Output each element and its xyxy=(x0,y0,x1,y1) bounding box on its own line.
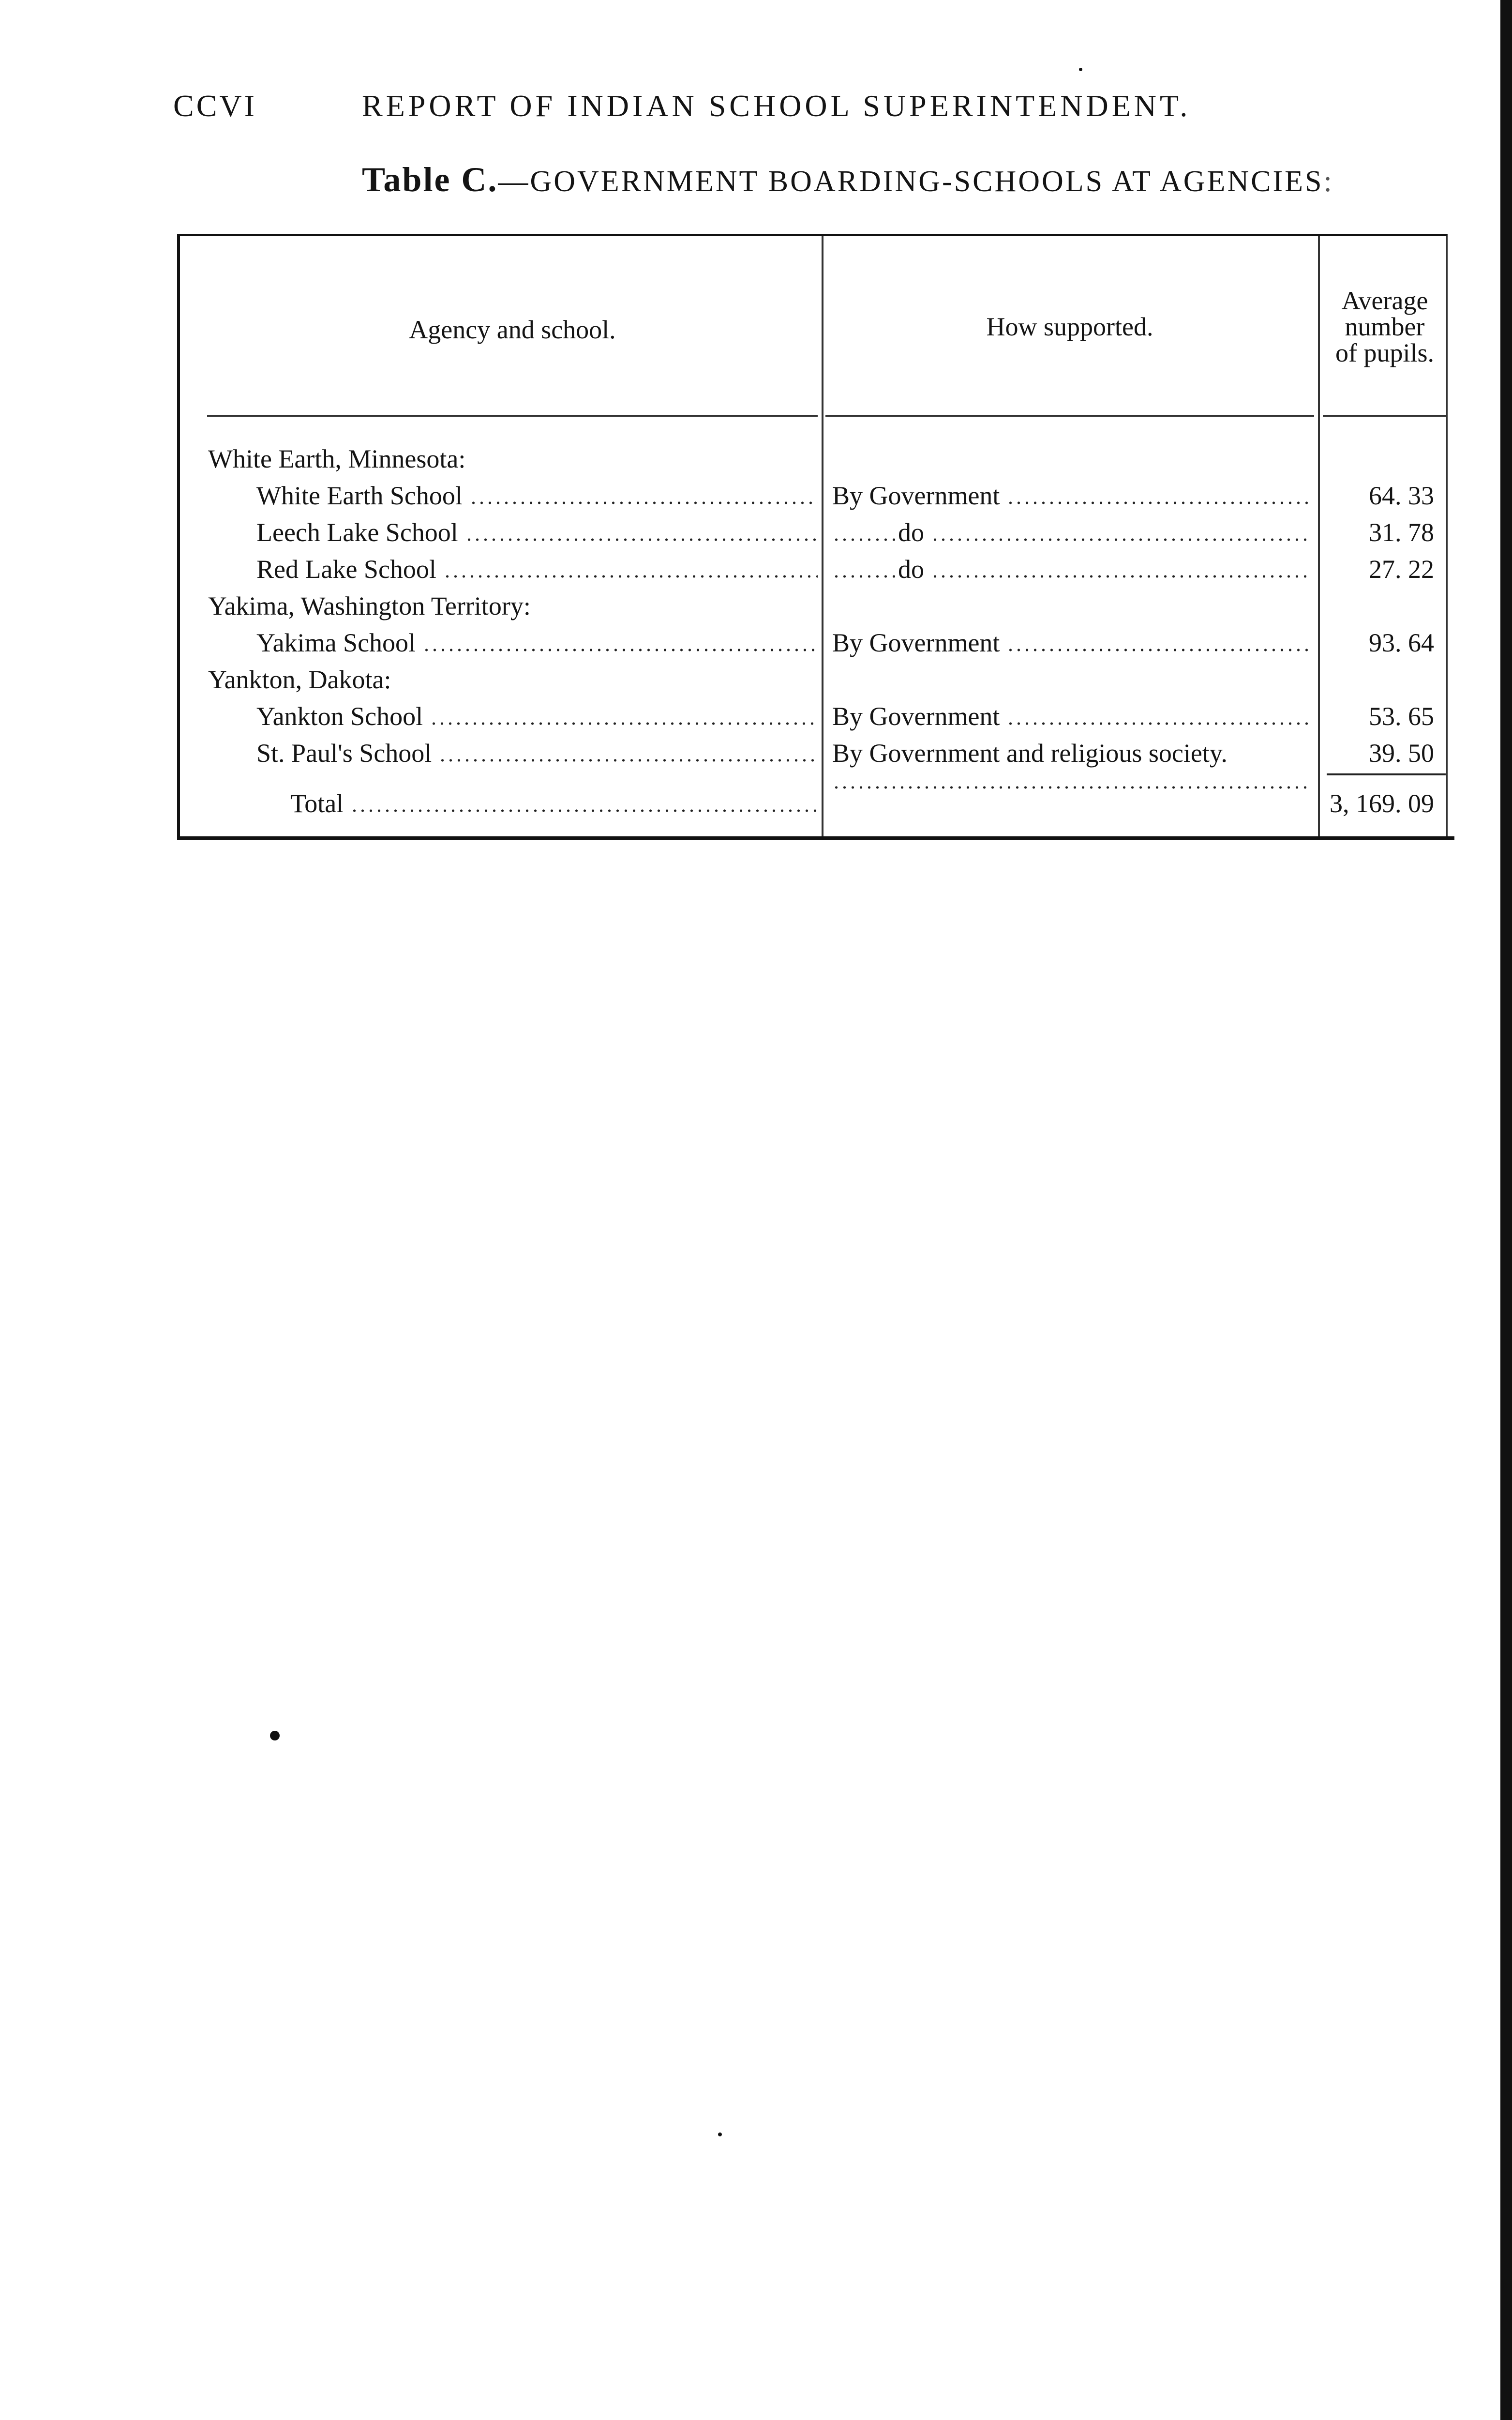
total-label: Total xyxy=(290,789,344,818)
school-name: Leech Lake School xyxy=(256,518,458,547)
dot-leader xyxy=(1006,649,1312,651)
table-title xyxy=(362,160,1334,200)
support-cell xyxy=(832,552,1312,587)
pupils-value: 31. 78 xyxy=(1369,518,1434,547)
dot-leader xyxy=(350,809,818,812)
school-name: St. Paul's School xyxy=(256,739,432,768)
school-name-cell xyxy=(256,625,818,660)
column-divider xyxy=(822,236,823,836)
school-name-cell xyxy=(256,736,818,771)
column-header-support: How supported. xyxy=(986,312,1153,341)
table-bottom-rule xyxy=(177,836,1454,840)
scan-border-right xyxy=(1500,0,1512,2420)
dot-leader xyxy=(832,575,895,578)
table-title-label: Table C. xyxy=(362,160,498,199)
dot-leader xyxy=(832,538,895,541)
support-text: By Government xyxy=(832,702,1000,731)
dot-leader xyxy=(1006,722,1312,725)
ink-speck xyxy=(1079,68,1082,71)
pupils-value: 27. 22 xyxy=(1369,555,1434,584)
school-name-cell xyxy=(256,478,818,513)
column-header-pupils: Average number of pupils. xyxy=(1335,286,1434,367)
school-name: Yakima School xyxy=(256,628,416,657)
agency-heading: Yakima, Washington Territory: xyxy=(208,591,531,620)
pupils-value: 53. 65 xyxy=(1369,702,1434,731)
support-cell xyxy=(832,515,1312,550)
support-text: do xyxy=(898,518,924,547)
running-header: REPORT OF INDIAN SCHOOL SUPERINTENDENT. xyxy=(362,89,1191,123)
pupils-value: 39. 50 xyxy=(1369,739,1434,768)
page-number: CCVI xyxy=(173,89,257,123)
pupils-value: 64. 33 xyxy=(1369,481,1434,510)
support-cell xyxy=(832,786,1312,821)
school-name: White Earth School xyxy=(256,481,463,510)
dot-leader xyxy=(832,786,1312,789)
school-name: Red Lake School xyxy=(256,555,436,584)
dot-leader xyxy=(422,649,818,651)
header-rule xyxy=(825,415,1314,417)
sum-rule xyxy=(1327,773,1446,775)
total-value: 3, 169. 09 xyxy=(1330,789,1434,818)
school-name-cell xyxy=(256,552,818,587)
support-cell xyxy=(832,736,1312,771)
support-cell xyxy=(832,478,1312,513)
table-title-text: —GOVERNMENT BOARDING-SCHOOLS AT AGENCIES xyxy=(498,165,1324,198)
support-cell xyxy=(832,699,1312,734)
agency-heading: White Earth, Minnesota: xyxy=(208,444,466,473)
support-text: do xyxy=(898,555,924,584)
ink-speck xyxy=(270,1731,280,1740)
support-text: By Government and religious society. xyxy=(832,739,1228,768)
dot-leader xyxy=(931,575,1312,578)
school-name: Yankton School xyxy=(256,702,423,731)
ink-speck xyxy=(718,2133,722,2136)
total-label-cell xyxy=(290,786,818,821)
school-name-cell xyxy=(256,699,818,734)
header-rule xyxy=(1323,415,1447,417)
dot-leader xyxy=(438,759,818,762)
header-rule xyxy=(207,415,818,417)
school-name-cell xyxy=(256,515,818,550)
dot-leader xyxy=(469,501,818,504)
dot-leader xyxy=(430,722,818,725)
dot-leader xyxy=(465,538,818,541)
dot-leader xyxy=(931,538,1312,541)
dot-leader xyxy=(443,575,818,578)
column-divider xyxy=(1318,236,1320,836)
support-text: By Government xyxy=(832,628,1000,657)
pupils-value: 93. 64 xyxy=(1369,628,1434,657)
agency-heading: Yankton, Dakota: xyxy=(208,665,391,694)
support-cell xyxy=(832,625,1312,660)
support-text: By Government xyxy=(832,481,1000,510)
dot-leader xyxy=(1006,501,1312,504)
column-header-agency: Agency and school. xyxy=(409,315,616,344)
table-title-colon: : xyxy=(1323,165,1334,198)
